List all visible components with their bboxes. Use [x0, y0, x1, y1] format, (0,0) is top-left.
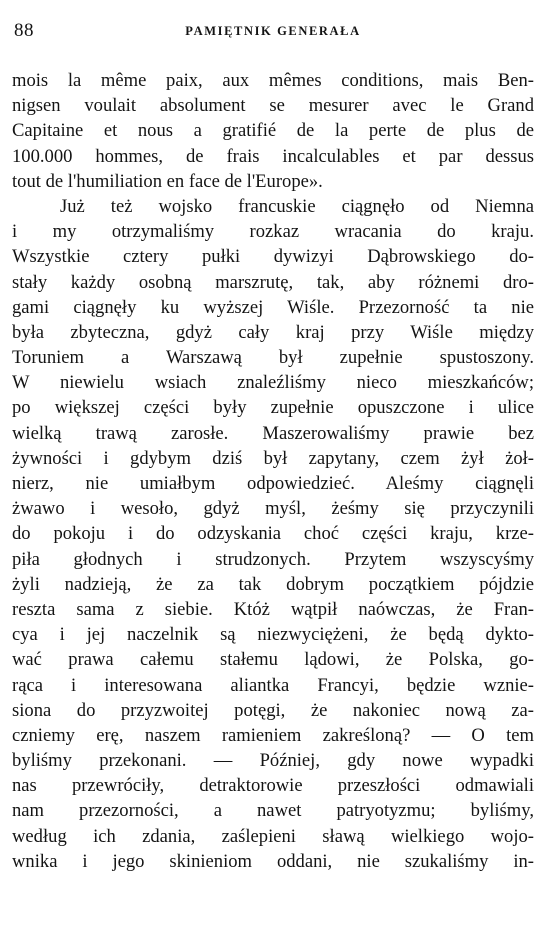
text-line: wnika i jego skinieniom oddani, nie szukaliśmy in- [12, 850, 534, 872]
text-line: żyli nadzieją, że za tak dobrym początkiem pójdzie [12, 573, 534, 595]
running-title: PAMIĘTNIK GENERAŁA [185, 24, 361, 38]
text-line: czniemy erę, naszem ramieniem zakreśloną? — O tem [12, 724, 534, 746]
text-line: W niewielu wsiach znaleźliśmy nieco mieszkańców; [12, 372, 534, 394]
text-line: nas przewróciły, detraktorowie przeszłości odmawiali [12, 775, 534, 797]
text-line: stały każdy osobną marszrutę, tak, aby różnemi dro- [12, 271, 534, 293]
text-line: gami ciągnęły ku wyższej Wiśle. Przezorność ta nie [12, 296, 534, 318]
text-line: reszta sama z siebie. Któż wątpił naówczas, że Fran- [12, 598, 534, 620]
text-line: i my otrzymaliśmy rozkaz wracania do kraju. [12, 221, 534, 243]
text-line: nierz, nie umiałbym odpowiedzieć. Aleśmy ciągnęli [12, 473, 534, 494]
text-line: nam przezorności, a nawet patryotyzmu; byliśmy, [12, 800, 534, 822]
page-header [12, 18, 534, 44]
text-line: Toruniem a Warszawą był zupełnie spustoszony. [12, 347, 534, 369]
text-line: tout de l'humiliation en face de l'Europe». [12, 170, 323, 192]
text-line: Wszystkie cztery pułki dywizyi Dąbrowskiego do- [12, 246, 534, 268]
page-number: 88 [14, 20, 34, 41]
text-line: według ich zdania, zaślepieni sławą wielkiego wojo- [12, 825, 534, 847]
text-line: Już też wojsko francuskie ciągnęło od Niemna [60, 195, 534, 217]
text-line: mois la même paix, aux mêmes conditions, mais Ben- [12, 70, 534, 91]
text-line: 100.000 hommes, de frais incalculables et par dessus [12, 145, 534, 167]
text-line: nigsen voulait absolument se mesurer avec le Grand [12, 95, 534, 117]
text-line: wielką trawą zarosłe. Maszerowaliśmy prawie bez [12, 422, 534, 444]
text-line: wać prawa całemu stałemu lądowi, że Polska, go- [12, 649, 534, 671]
text-line: do pokoju i do odzyskania choć części kraju, krze- [12, 523, 534, 545]
text-line: żywności i gdybym dziś był zapytany, czem żył żoł- [12, 447, 534, 469]
text-line: żwawo i wesoło, gdyż myśl, żeśmy się przyczynili [12, 498, 534, 520]
text-line: była zbyteczna, gdyż cały kraj przy Wiśle między [12, 321, 534, 343]
text-line: byliśmy przekonani. — Później, gdy nowe wypadki [12, 750, 534, 772]
text-line: piła głodnych i strudzonych. Przytem wszyscyśmy [12, 548, 534, 570]
text-line: Capitaine et nous a gratifié de la perte de plus de [12, 120, 534, 142]
text-line: cya i jej naczelnik są niezwyciężeni, że będą dykto- [12, 624, 534, 646]
body-text [12, 68, 534, 874]
text-line: po większej części były zupełnie opuszczone i ulice [12, 397, 534, 419]
text-line: rąca i interesowana aliantka Francyi, będzie wznie- [12, 674, 534, 696]
text-line: siona do przyzwoitej potęgi, że nakoniec nową za- [12, 699, 534, 721]
